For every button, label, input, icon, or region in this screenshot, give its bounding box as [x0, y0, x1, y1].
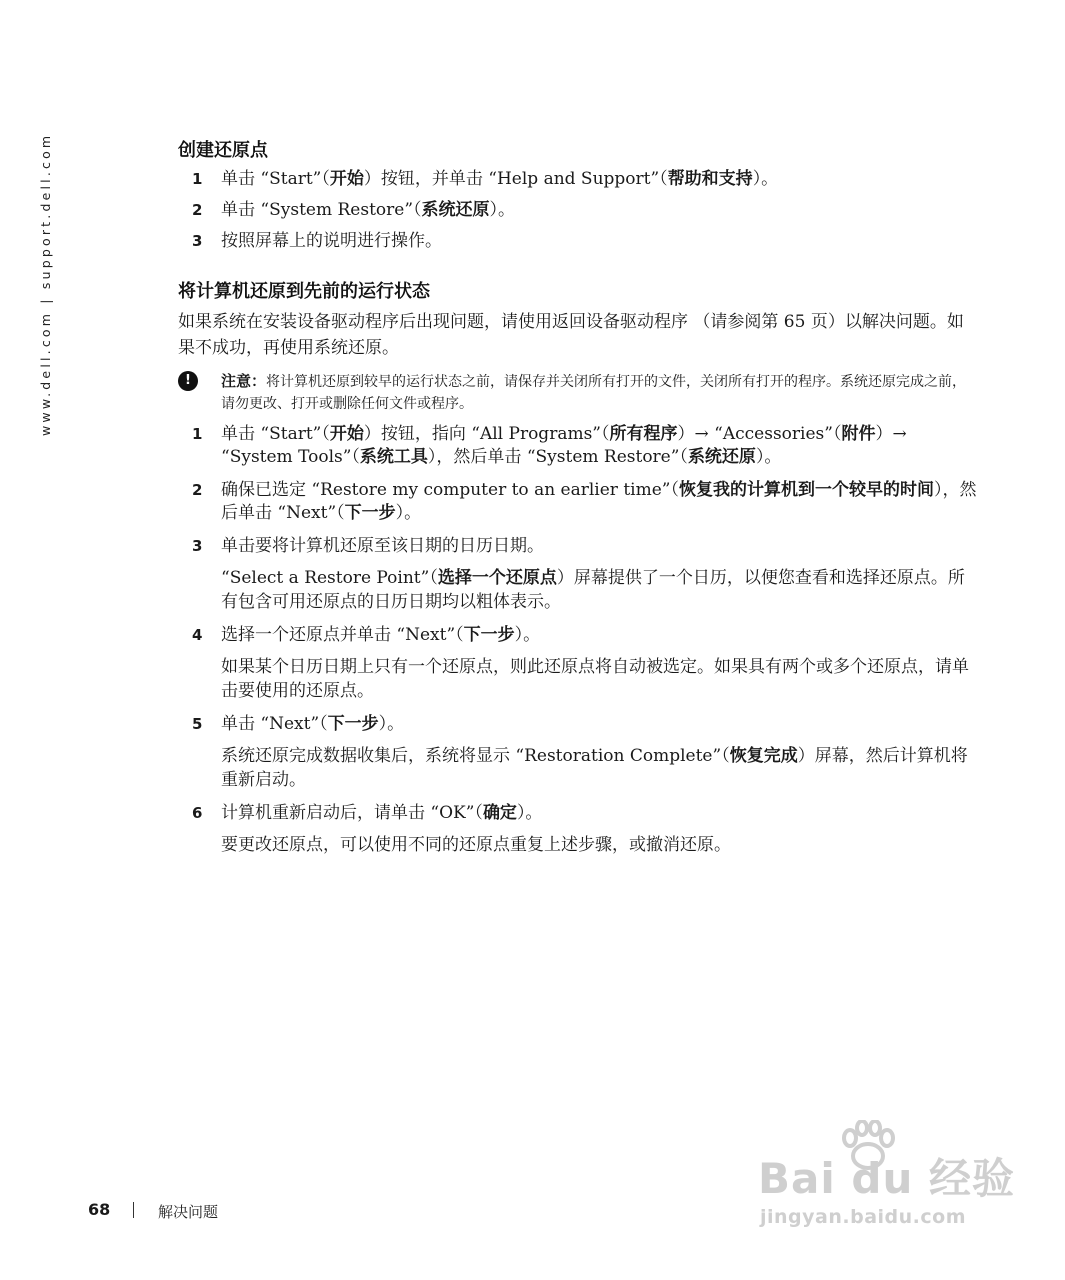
page-footer	[88, 1200, 219, 1221]
step-number: 1	[192, 425, 203, 443]
step-number: 6	[192, 804, 203, 822]
step-2: 2 单击 “System Restore”（系统还原）。	[192, 200, 516, 220]
footer-divider	[133, 1202, 134, 1218]
step-4-detail: 如果某个日历日期上只有一个还原点，则此还原点将自动被选定。如果具有两个或多个还原点，请单击要使用的还原点。	[221, 657, 969, 701]
step-number: 4	[192, 626, 203, 644]
step-3: 3 按照屏幕上的说明进行操作。	[192, 231, 442, 251]
step-2: 2 确保已选定 “Restore my computer to an earlier time”（恢复我的计算机到一个较早的时间），然后单击 “Next”（下一步）。	[192, 480, 977, 523]
section-heading-create-restore-point: 创建还原点	[178, 140, 268, 161]
step-number: 2	[192, 201, 203, 219]
page-content	[178, 136, 978, 857]
step-6: 6 计算机重新启动后，请单击 “OK”（确定）。	[192, 803, 543, 823]
chapter-title: 解决问题	[158, 1203, 219, 1221]
section-heading-restore-earlier-state: 将计算机还原到先前的运行状态	[178, 281, 430, 302]
intro-paragraph: 如果系统在安装设备驱动程序后出现问题，请使用返回设备驱动程序 （请参阅第 65 页）以解决问题。如果不成功，再使用系统还原。	[178, 312, 964, 358]
step-3-detail: “Select a Restore Point”（选择一个还原点）屏幕提供了一个日历，以便您查看和选择还原点。所有包含可用还原点的日历日期均以粗体表示。	[221, 568, 965, 612]
notice-label: 注意：	[221, 372, 267, 390]
step-5: 5 单击 “Next”（下一步）。	[192, 714, 405, 734]
page-number: 68	[88, 1200, 111, 1219]
step-number: 3	[192, 232, 203, 250]
watermark-brand: Bai du 经验	[758, 1154, 1015, 1203]
step-number: 3	[192, 537, 203, 555]
baidu-watermark	[758, 1120, 1015, 1245]
step-4: 4 选择一个还原点并单击 “Next”（下一步）。	[192, 625, 541, 645]
step-number: 2	[192, 481, 203, 499]
side-url: www.dell.com | support.dell.com	[38, 132, 53, 436]
step-5-detail: 系统还原完成数据收集后，系统将显示 “Restoration Complete”（恢复完成）屏幕，然后计算机将重新启动。	[221, 746, 968, 790]
step-1: 1 单击 “Start”（开始）按钮，并单击 “Help and Support”（帮助和支持）。	[192, 169, 779, 189]
notice-text: 将计算机还原到较早的运行状态之前，请保存并关闭所有打开的文件，关闭所有打开的程序。系统还原完成之前，请勿更改、打开或删除任何文件或程序。	[221, 374, 967, 412]
notice-box	[178, 370, 978, 415]
notice-icon: !	[178, 371, 198, 391]
step-3: 3 单击要将计算机还原至该日期的日历日期。	[192, 536, 544, 556]
step-number: 5	[192, 715, 203, 733]
step-number: 1	[192, 170, 203, 188]
step-1: 1 单击 “Start”（开始）按钮，指向 “All Programs”（所有程序）→ “Accessories”（附件）→ “System Tools”（系统工具），然后单击 “System Restore”（系统还原）。	[192, 424, 907, 467]
watermark-url: jingyan.baidu.com	[760, 1206, 966, 1228]
step-6-detail: 要更改还原点，可以使用不同的还原点重复上述步骤，或撤消还原。	[221, 835, 731, 855]
